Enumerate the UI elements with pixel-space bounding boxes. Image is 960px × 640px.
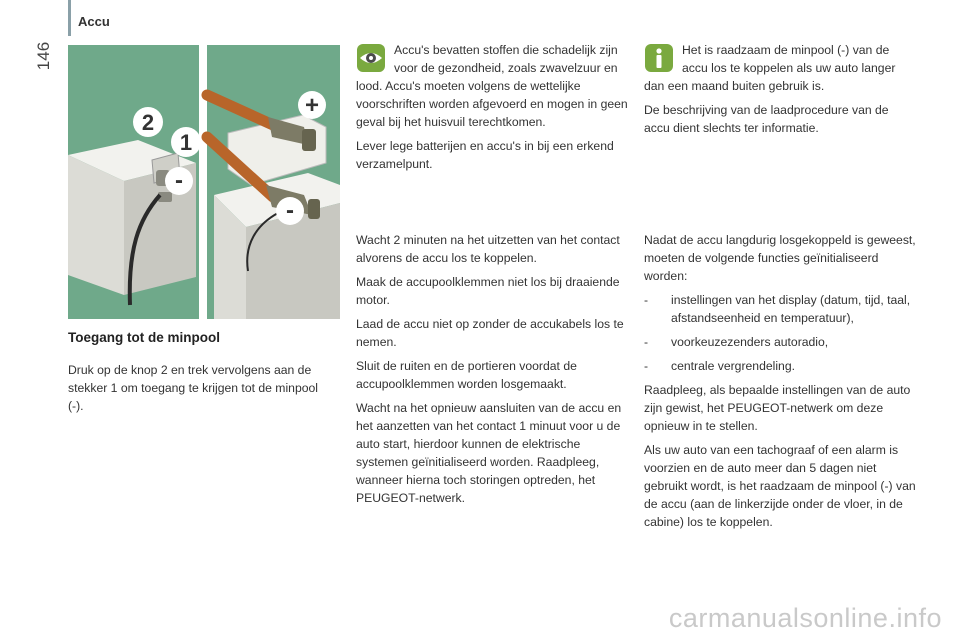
info-p2: De beschrijving van de laadprocedure van de accu dient slechts ter informatie. xyxy=(644,103,889,135)
info-p1: Het is raadzaam de minpool (-) van de accu los te koppelen als uw auto langer dan een maand buiten gebruik is. xyxy=(644,43,896,93)
list-item: - voorkeuzezenders autoradio, xyxy=(644,335,829,349)
header-accent-bar xyxy=(68,0,71,36)
section-title: Accu xyxy=(78,14,110,29)
list-item: - centrale vergrendeling. xyxy=(644,359,795,373)
svg-text:+: + xyxy=(304,92,320,119)
right-p1: Nadat de accu langdurig losgekoppeld is geweest, moeten de volgende functies geïnitialiseerd worden: xyxy=(644,233,916,283)
right-p2: Raadpleeg, als bepaalde instellingen van de auto zijn gewist, het PEUGEOT-netwerk om deze opnieuw in te stellen. xyxy=(644,383,911,433)
info-icon xyxy=(644,43,674,73)
info-block xyxy=(644,41,916,143)
middle-instructions xyxy=(356,231,628,513)
battery-illustration xyxy=(68,45,340,319)
label-minus-left xyxy=(165,167,193,195)
label-minus-right xyxy=(276,197,304,225)
middle-p4: Sluit de ruiten en de portieren voordat de accupoolklemmen worden losgemaakt. xyxy=(356,359,577,391)
init-function-list xyxy=(644,291,916,375)
warning-block xyxy=(356,41,628,179)
middle-p3: Laad de accu niet op zonder de accukabels los te nemen. xyxy=(356,317,624,349)
label-2 xyxy=(133,107,163,137)
subheading-minpool: Toegang tot de minpool xyxy=(68,330,220,345)
middle-p2: Maak de accupoolklemmen niet los bij draaiende motor. xyxy=(356,275,620,307)
list-item: - instellingen van het display (datum, tijd, taal, afstandseenheid en temperatuur), xyxy=(644,293,911,325)
svg-text:-: - xyxy=(286,197,294,224)
right-battery xyxy=(214,115,340,319)
left-paragraph: Druk op de knop 2 en trek vervolgens aan de stekker 1 om toegang te krijgen tot de minpool (-). xyxy=(68,363,318,413)
right-p3: Als uw auto van een tachograaf of een alarm is voorzien en de auto meer dan 5 dagen niet gebruikt wordt, is het raadzaam de minpool (-) van de accu (aan de linkerzijde onder de vloer, in de cabine) los te koppelen. xyxy=(644,443,916,529)
svg-text:1: 1 xyxy=(179,130,193,155)
middle-p1: Wacht 2 minuten na het uitzetten van het contact alvorens de accu los te koppelen. xyxy=(356,233,620,265)
svg-text:2: 2 xyxy=(141,110,155,135)
right-instructions xyxy=(644,231,916,537)
warning-p2: Lever lege batterijen en accu's in bij een erkend verzamelpunt. xyxy=(356,139,614,171)
page-number: 146 xyxy=(34,41,53,71)
middle-p5: Wacht na het opnieuw aansluiten van de accu en het aanzetten van het contact 1 minuut voor u de auto start, hierdoor kunnen de elektrische systemen geïnitialiseerd worden. Raadpleeg, wanneer hierna toch storingen optreden, het PEUGEOT-netwerk. xyxy=(356,401,622,505)
svg-text:-: - xyxy=(175,167,183,194)
label-plus-right xyxy=(298,91,326,119)
watermark: carmanualsonline.info xyxy=(668,603,942,633)
left-column xyxy=(68,361,334,421)
warning-p1: Accu's bevatten stoffen die schadelijk zijn voor de gezondheid, zoals zwavelzuur en lood. Accu's moeten volgens de wettelijke voorschriften worden afgevoerd en mogen in geen geval bij het huisvuil terechtkomen. xyxy=(356,43,628,129)
label-1 xyxy=(171,127,201,157)
eye-warning-icon xyxy=(356,43,386,73)
